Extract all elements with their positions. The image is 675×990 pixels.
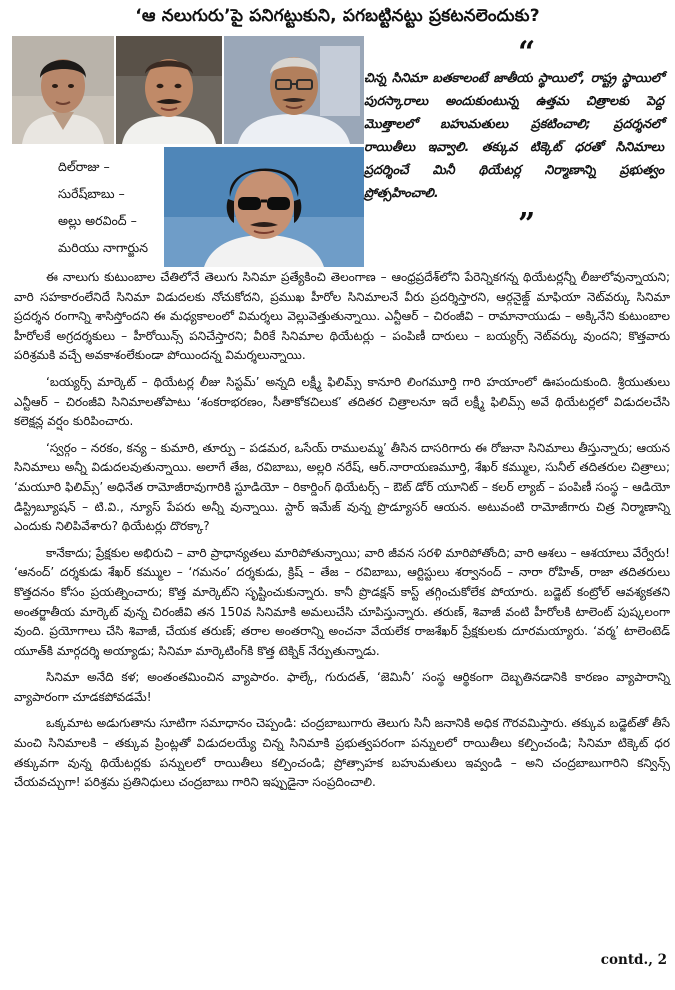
- caption-line: సురేష్‌బాబు –: [58, 186, 125, 201]
- paragraph: ఈ నాలుగు కుటుంబాల చేతిలోనే తెలుగు సినిమా ప్రత్యేకించి తెలంగాణ – ఆంధ్రప్రదేశ్‌లోని పేరెన్నికగన్న థియేటర్లన్నీ లీజులోవున్నాయని; వారి సహకారంలేనిదే సినిమా విడుదలకు నోచుకోదని, ప్రముఖ హీరోల సినిమాలనే వీరు ప్రదర్శిస్తారని, ఆర్గనైజ్డ్ మాఫియా నెట్‌వర్కు సినిమా ప్రదర్శన రంగాన్ని శాసిస్తోందని ఈ మధ్యకాలంలో విమర్శలు వెల్లువెత్తుతున్నాయి. ఎన్టీఆర్‌ – చిరంజీవి – రామానాయుడు – అక్కినేని కుటుంబాల హీరోలకే అగ్రదర్శకులు – హీరోయిన్స్ పనిచేస్తారని; వీరికే సినిమాల థియేటర్లు – పంపిణీ దారులు – బయ్యర్స్ నెట్‌వర్కు వుందని; కొత్తవారు పరిశ్రమకి వచ్చే అవకాశంలేకుండా పోయిందన్న విమర్శలున్నాయి.: [14, 270, 670, 363]
- paragraph: ‘బయ్యర్స్ మార్కెట్ – థియేటర్ల లీజు సిస్టమ్’ అన్నది లక్ష్మీ ఫిలిమ్స్ కానూరి లింగమూర్తి గారి హయాంలో ఊపందుకుంది. శ్రీయుతులు ఎన్టీఆర్‌ – చిరంజీవి సినిమాలతోపాటు ‘శంకరాభరణం, సీతాకోకచిలుక’ తదితర చిత్రాలనూ ఇదే లక్ష్మీ ఫిలిమ్స్ అవే థియేటర్లలో విడుదలచేసి కలెక్షన్ల వర్షం కురిపించారు.: [14, 374, 670, 429]
- portrait-image: [164, 147, 364, 267]
- article-body: [14, 268, 670, 800]
- photo-allu-aravind: [224, 36, 364, 144]
- caption-line: అల్లు అరవింద్‌ –: [58, 213, 137, 228]
- pull-quote: చిన్న సినిమా బతకాలంటే జాతీయ స్థాయిలో, రాష్ట్ర స్థాయిలో పురస్కారాలు అందుకుంటున్న ఉత్తమ చిత్రాలకు పెద్ద మొత్తాలలో బహుమతులు ప్రకటించాలి; ప్రదర్శనలో రాయితీలు ఇవ్వాలి. తక్కువ టిక్కెట్ ధరతో సినిమాలు ప్రదర్శించే మినీ థియేటర్ల నిర్మాణాన్ని ప్రభుత్వం ప్రోత్సహించాలి.: [364, 70, 664, 200]
- paragraph: ‘స్వర్గం – నరకం, కన్య – కుమారి, తూర్పు – పడమర, ఒసేయ్ రాములమ్మ’ తీసిన దాసరిగారు ఈ రోజునా సినిమాలు తీస్తున్నారు; ఆయన సినిమాలు అన్నీ విడుదలవుతున్నాయి. అలాగే తేజ, రవిబాబు, అల్లరి నరేష్, ఆర్.నారాయణమూర్తి, శేఖర్ కమ్ముల, సునీల్ తదితరుల చిత్రాలు; ‘మయూరి ఫిలిమ్స్’ అధినేత రామోజీరావుగారికి స్టూడియో – రికార్డింగ్ థియేటర్స్ – ఔట్ డోర్ యూనిట్ – కలర్ ల్యాబ్ – పంపిణీ సంస్థ – ఆడియో డిస్ట్రిబ్యూషన్ – టి.వి., న్యూస్ పేపరు అన్నీ వున్నాయి. స్టార్ ఇమేజ్ వున్న ప్రొడ్యూసర్ ఆయన. అటువంటి రామోజీగారు చిత్ర నిర్మాణాన్ని ఎందుకు నిలిపివేశారు? థియేటర్లు దొరక్కా?: [14, 440, 670, 534]
- photo-nagarjuna: [164, 147, 364, 267]
- photo-suresh-babu: [116, 36, 222, 144]
- caption-line: దిల్‌రాజు –: [58, 159, 110, 174]
- paragraph: ఒక్కమాట అడుగుతాను సూటిగా సమాధానం చెప్పండి: చంద్రబాబుగారు తెలుగు సినీ జనానికి అధిక గౌరవమిస్తారు. తక్కువ బడ్జెట్‌తో తీసే మంచి సినిమాలకి – తక్కువ ప్రింట్లతో విడుదలయ్యే చిన్న సినిమాకి ప్రభుత్వపరంగా పన్నులలో రాయితీలు కల్పించండి; సినిమా టిక్కెట్ ధర తక్కువగా వున్న థియేటర్లకు పన్నులలో రాయితీలు కల్పించండి; ప్రోత్సాహక బహుమతులు ఇవ్వండి – అని చంద్రబాబుగారిని కన్విన్స్ చేయవచ్చుగా! పరిశ్రమ ప్రతినిధులు చంద్రబాబు గారిని ఇప్పుడైనా సంప్రదించాలి.: [14, 716, 670, 790]
- quote-close-mark: ”: [518, 207, 536, 242]
- caption-line: మరియు నాగార్జున: [58, 240, 149, 255]
- paragraph: కానేకాదు; ప్రేక్షకుల అభిరుచి – వారి ప్రాధాన్యతలు మారిపోతున్నాయి; వారి జీవన సరళి మారిపోతోంది; వారి ఆశలు – ఆశయాలు వేర్వేరు! ‘ఆనంద్’ దర్శకుడు శేఖర్ కమ్ముల – ‘గమనం’ దర్శకుడు, క్రిష్ – తేజ – రవిబాబు, ఆర్టిస్టులు శర్వానంద్ – నారా రోహిత్, రాజా తదితరులు కొత్తదనం కోసం ప్రయత్నించారు; కొత్త మార్కెట్‌ని సృష్టించుకున్నారు. కానీ ప్రొడక్షన్ కాస్ట్ తగ్గించుకోలేక పోయారు. బడ్జెట్ కంట్రోల్ ఆవశ్యకతని అంతర్జాతీయ మార్కెట్ వున్న చిరంజీవి తన 150వ సినిమాకి అమలుచేసి చూపిస్తున్నారు. తరుణ్, శివాజీ వంటి హీరోలకి టాలెంట్ పుష్కలంగా వుంది. ప్రయోగాలు చేసి శివాజీ, చేయక తరుణ్; తరాల అంతరాన్ని అంచనా వేయలేక రాజశేఖర్ ప్రేక్షకులకు దూరమయ్యారు. ‘వర్మ’ టాలెంటెడ్ యూత్‌కి మార్గదర్శి అయ్యాడు; సినిమా మార్కెటింగ్‌కి కొత్త టెక్నిక్ నేర్పుతున్నాడు.: [14, 545, 670, 658]
- continued-note: contd., 2: [600, 952, 667, 968]
- paragraph: సినిమా అనేది కళ; అంతంతమించిన వ్యాపారం. ఫాల్కే, గురుదత్, ‘జెమినీ’ సంస్థ ఆర్థికంగా దెబ్బతినడానికి కారణం వ్యాపారాన్ని వ్యాపారంగా చూడకపోవడమే!: [14, 670, 670, 704]
- photo-caption: [58, 153, 148, 261]
- portrait-image: [12, 36, 114, 144]
- photo-dil-raju: [12, 36, 114, 144]
- portrait-image: [224, 36, 364, 144]
- headline: ‘ఆ నలుగురు’పై పనిగట్టుకుని, పగబట్టినట్టు ప్రకటనలెందుకు?: [135, 6, 540, 26]
- quote-open-mark: “: [518, 35, 536, 70]
- portrait-image: [116, 36, 222, 144]
